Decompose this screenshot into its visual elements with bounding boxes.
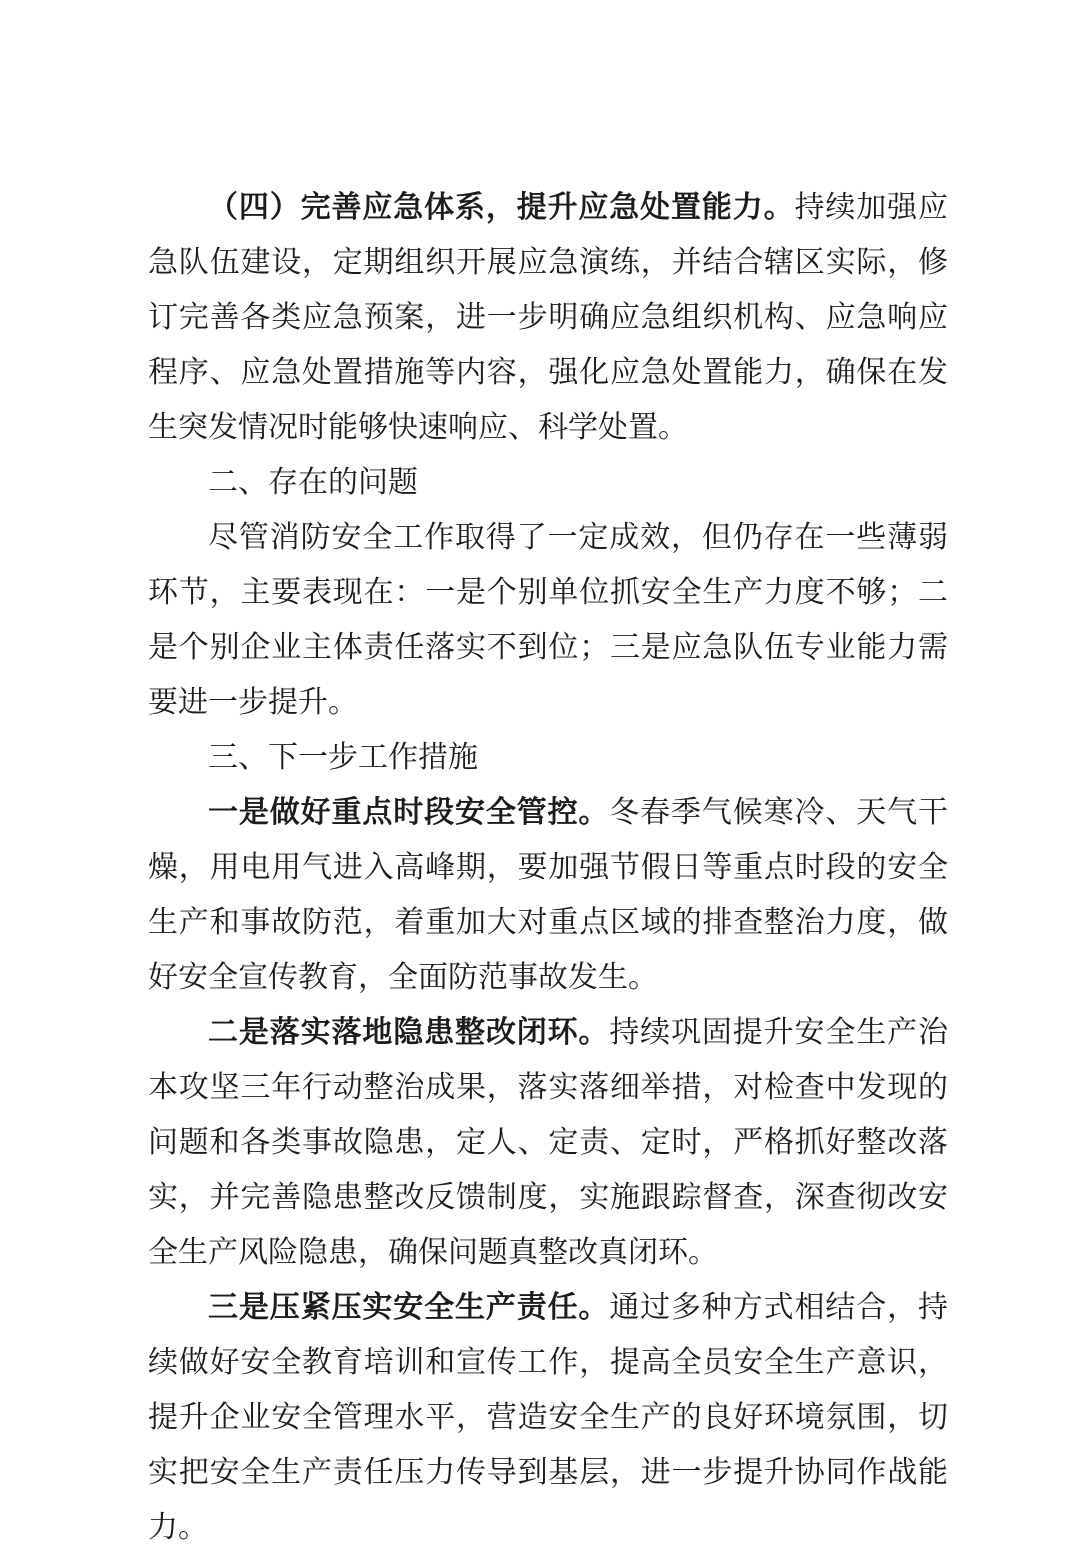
section-heading-problems: 二、存在的问题 xyxy=(208,465,418,500)
paragraph-hazard-rectification xyxy=(148,1005,948,1280)
paragraph-text: 通过多种方式相结合，持续做好安全教育培训和宣传工作，提高全员安全生产意识，提升企业安全管理水平，营造安全生产的良好环境氛围，切实把安全生产责任压力传导到基层，进一步提升协同作战能力。 xyxy=(148,1290,949,1545)
paragraph-lead: 二是落实落地隐患整改闭环。 xyxy=(208,1015,610,1050)
paragraph-lead: 一是做好重点时段安全管控。 xyxy=(208,795,610,830)
paragraph-key-period-control xyxy=(148,785,948,1005)
paragraph-text: 冬春季气候寒冷、天气干燥，用电用气进入高峰期，要加强节假日等重点时段的安全生产和事故防范，着重加大对重点区域的排查整治力度，做好安全宣传教育，全面防范事故发生。 xyxy=(148,795,949,995)
paragraph-text: 持续加强应急队伍建设，定期组织开展应急演练，并结合辖区实际，修订完善各类应急预案，进一步明确应急组织机构、应急响应程序、应急处置措施等内容，强化应急处置能力，确保在发生突发情况时能够快速响应、科学处置。 xyxy=(148,190,949,445)
paragraph-lead: （四）完善应急体系，提升应急处置能力。 xyxy=(208,190,795,225)
paragraph-lead: 三是压紧压实安全生产责任。 xyxy=(208,1290,610,1325)
paragraph-emergency-system xyxy=(148,180,948,455)
section-heading-next-steps: 三、下一步工作措施 xyxy=(208,740,478,775)
paragraph-problems: 尽管消防安全工作取得了一定成效，但仍存在一些薄弱环节，主要表现在：一是个别单位抓安全生产力度不够；二是个别企业主体责任落实不到位；三是应急队伍专业能力需要进一步提升。 xyxy=(148,520,948,720)
paragraph-text: 持续巩固提升安全生产治本攻坚三年行动整治成果，落实落细举措，对检查中发现的问题和各类事故隐患，定人、定责、定时，严格抓好整改落实，并完善隐患整改反馈制度，实施跟踪督查，深查彻改安全生产风险隐患，确保问题真整改真闭环。 xyxy=(148,1015,949,1270)
paragraph-safety-responsibility xyxy=(148,1280,948,1555)
document-body xyxy=(148,180,948,1555)
